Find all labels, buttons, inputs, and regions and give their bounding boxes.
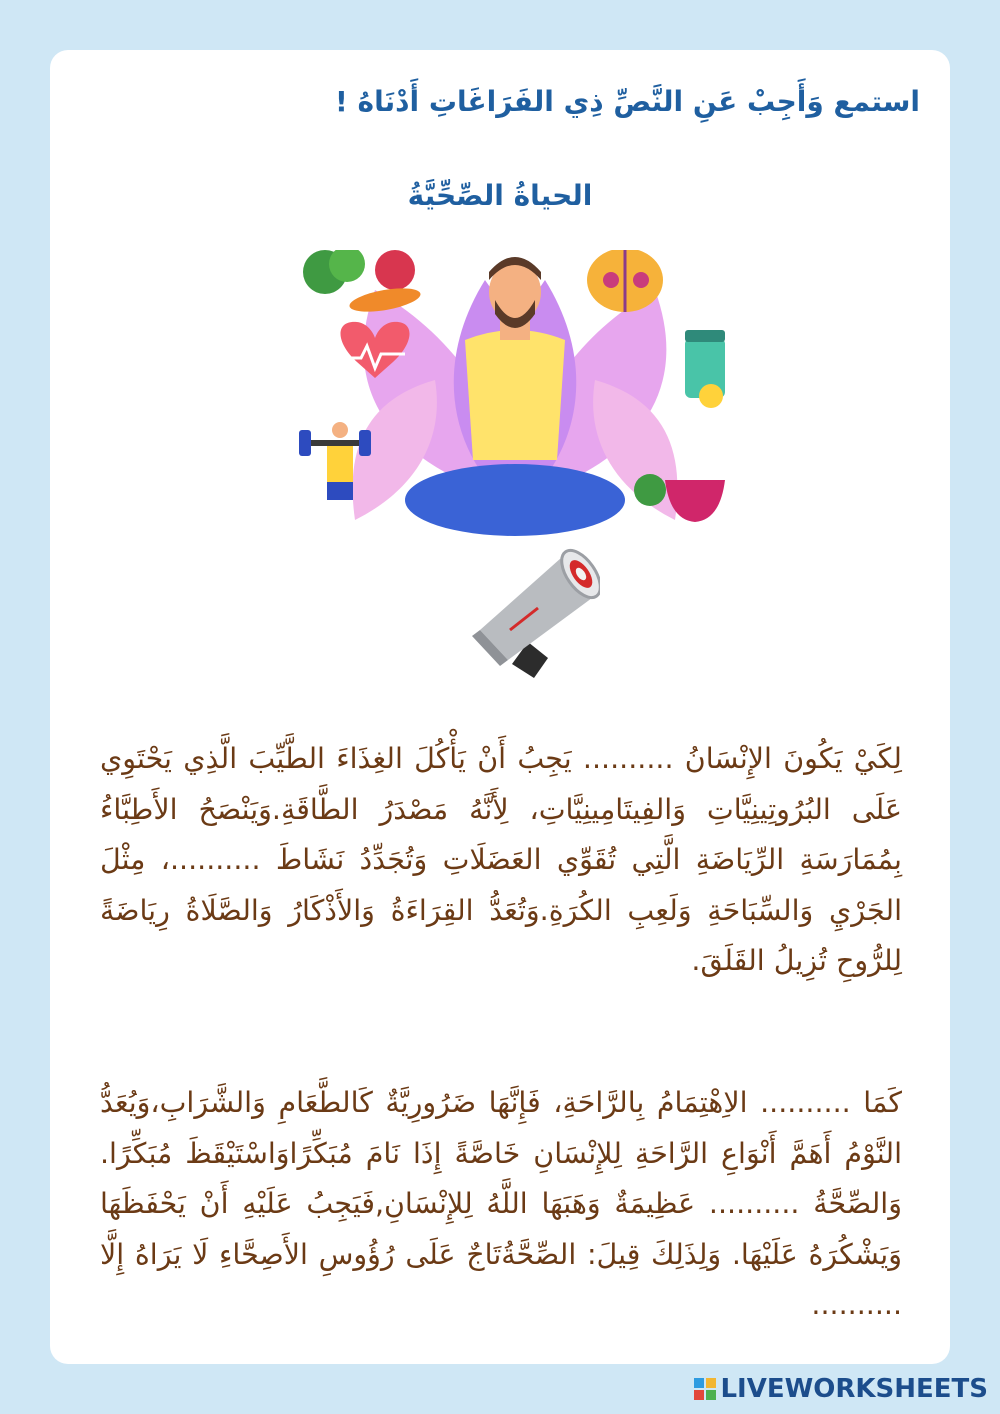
worksheet-card bbox=[50, 50, 950, 1364]
instruction-heading: استمع وَأَجِبْ عَنِ النَّصِّ ذِي الفَرَاغَاتِ أَدْنَاهُ ! bbox=[335, 85, 920, 118]
paragraph-1: لِكَيْ يَكُونَ الإِنْسَانُ .......... يَجِبُ أَنْ يَأْكُلَ الغِذَاءَ الطَّيِّبَ الَّذِي يَحْتَوِي عَلَى البُرُوتِينِيَّاتِ وَالفِيتَامِينِيَّاتِ، لِأَنَّهُ مَصْدَرُ الطَّاقَةِ.وَيَنْصَحُ الأَطِبَّاءُ بِمُمَارَسَةِ الرِّيَاضَةِ الَّتِي تُقَوِّي العَضَلَاتِ وَتُجَدِّدُ نَشَاطَ ..........، مِثْلَ الجَرْيِ وَالسِّبَاحَةِ وَلَعِبِ الكُرَةِ.وَتُعَدُّ القِرَاءَةُ وَالأَذْكَارُ وَالصَّلَاةُ رِيَاضَةً لِلرُّوحِ تُزِيلُ القَلَقَ. bbox=[100, 742, 902, 977]
megaphone-icon[interactable] bbox=[450, 538, 600, 688]
page-title: الحياةُ الصِّحِّيَّةُ bbox=[407, 179, 593, 212]
liveworksheets-logo bbox=[694, 1378, 716, 1400]
healthy-lifestyle-illustration bbox=[295, 250, 735, 540]
paragraph-2: كَمَا .......... الاِهْتِمَامُ بِالرَّاحَةِ، فَإِنَّهَا ضَرُورِيَّةٌ كَالطَّعَامِ وَالشَّرَابِ،وَيُعَدُّ النَّوْمُ أَهَمَّ أَنْوَاعِ الرَّاحَةِ لِلإِنْسَانِ خَاصَّةً إِذَا نَامَ مُبَكِّرًاوَاسْتَيْقَظَ مُبَكِّرًا. وَالصِّحَّةُ .......... عَظِيمَةٌ وَهَبَهَا اللَّهُ لِلإِنْسَانِ,فَيَجِبُ عَلَيْهِ أَنْ يَحْفَظَهَا وَيَشْكُرَهُ عَلَيْهَا. وَلِذَلِكَ قِيلَ: الصِّحَّةُتَاجٌ عَلَى رُؤُوسِ الأَصِحَّاءِ لَا يَرَاهُ إِلَّا .......... bbox=[100, 1086, 902, 1321]
liveworksheets-brand[interactable] bbox=[694, 1372, 988, 1406]
brand-name: LIVEWORKSHEETS bbox=[720, 1374, 988, 1404]
